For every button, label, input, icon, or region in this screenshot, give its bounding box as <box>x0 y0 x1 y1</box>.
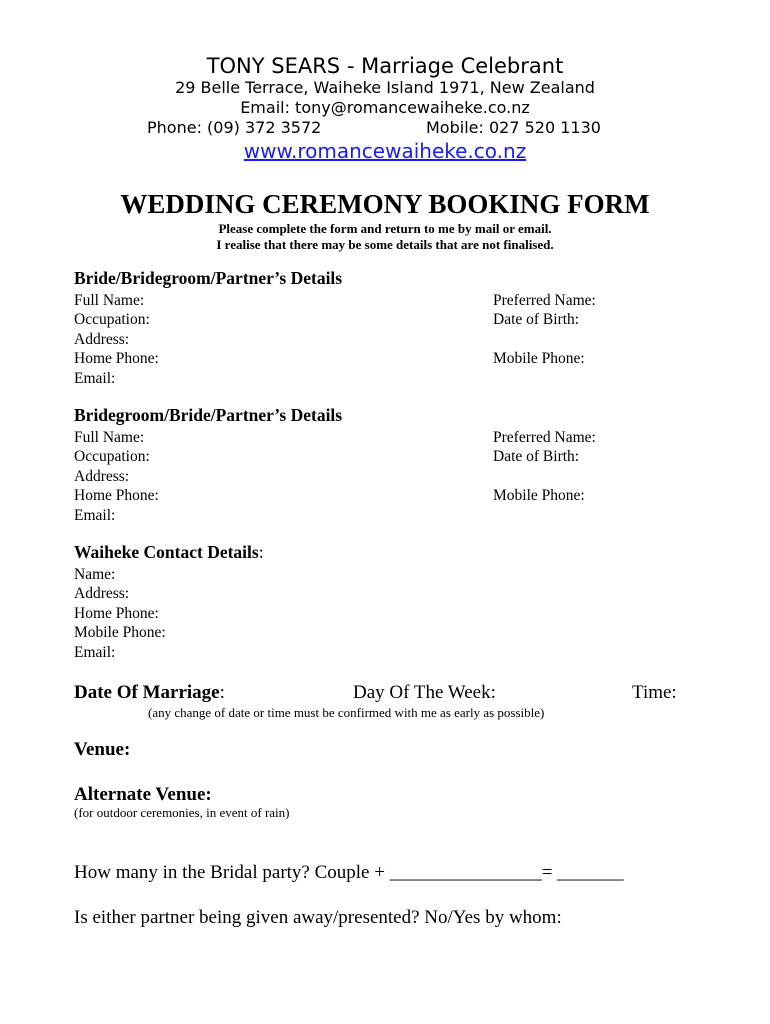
alternate-venue-label: Alternate Venue: <box>74 784 212 805</box>
waiheke-name-label: Name: <box>74 566 116 583</box>
waiheke-email-label: Email: <box>74 644 116 661</box>
date-of-marriage-colon: : <box>219 682 225 703</box>
time-label: Time: <box>632 682 677 703</box>
waiheke-heading-colon: : <box>258 542 264 562</box>
alternate-venue-note: (for outdoor ceremonies, in event of rain) <box>74 805 290 820</box>
venue-label: Venue: <box>74 739 131 760</box>
partner1-heading: Bride/Bridegroom/Partner’s Details <box>74 268 343 288</box>
date-of-marriage-row <box>74 682 225 704</box>
celebrant-email: Email: tony@romancewaiheke.co.nz <box>240 98 530 117</box>
waiheke-heading-row <box>74 542 264 563</box>
celebrant-name: TONY SEARS - Marriage Celebrant <box>206 54 564 78</box>
waiheke-mobile-phone-label: Mobile Phone: <box>74 624 166 641</box>
waiheke-home-phone-label: Home Phone: <box>74 605 159 622</box>
waiheke-address-label: Address: <box>74 585 130 602</box>
date-change-note: (any change of date or time must be confirmed with me as early as possible) <box>148 705 545 720</box>
waiheke-heading: Waiheke Contact Details <box>74 542 259 562</box>
partner1-preferred-name-label: Preferred Name: <box>493 292 596 309</box>
partner1-dob-label: Date of Birth: <box>493 311 580 328</box>
partner2-occupation-label: Occupation: <box>74 448 150 465</box>
celebrant-phone: Phone: (09) 372 3572 <box>147 118 322 137</box>
partner2-email-label: Email: <box>74 507 116 524</box>
partner2-dob-label: Date of Birth: <box>493 448 580 465</box>
partner2-address-label: Address: <box>74 468 130 485</box>
partner1-home-phone-label: Home Phone: <box>74 350 159 367</box>
form-instructions-1: Please complete the form and return to me by mail or email. <box>218 221 552 236</box>
form-instructions-2: I realise that there may be some details that are not finalised. <box>216 237 554 252</box>
partner2-full-name-label: Full Name: <box>74 429 145 446</box>
partner1-mobile-phone-label: Mobile Phone: <box>493 350 585 367</box>
given-away-question: Is either partner being given away/presented? No/Yes by whom: <box>74 907 562 928</box>
partner1-full-name-label: Full Name: <box>74 292 145 309</box>
form-title: WEDDING CEREMONY BOOKING FORM <box>120 189 650 219</box>
partner1-email-label: Email: <box>74 370 116 387</box>
day-of-week-label: Day Of The Week: <box>353 682 496 703</box>
celebrant-mobile: Mobile: 027 520 1130 <box>426 118 601 137</box>
partner1-address-label: Address: <box>74 331 130 348</box>
bridal-party-question: How many in the Bridal party? Couple + ________________= _______ <box>74 862 624 883</box>
phone-row <box>0 118 770 138</box>
partner2-mobile-phone-label: Mobile Phone: <box>493 487 585 504</box>
partner2-home-phone-label: Home Phone: <box>74 487 159 504</box>
partner2-heading: Bridegroom/Bride/Partner’s Details <box>74 405 343 425</box>
date-of-marriage-label: Date Of Marriage <box>74 682 220 703</box>
website-link[interactable]: www.romancewaiheke.co.nz <box>243 139 527 163</box>
celebrant-address: 29 Belle Terrace, Waiheke Island 1971, New Zealand <box>175 78 595 97</box>
partner1-occupation-label: Occupation: <box>74 311 150 328</box>
partner2-preferred-name-label: Preferred Name: <box>493 429 596 446</box>
